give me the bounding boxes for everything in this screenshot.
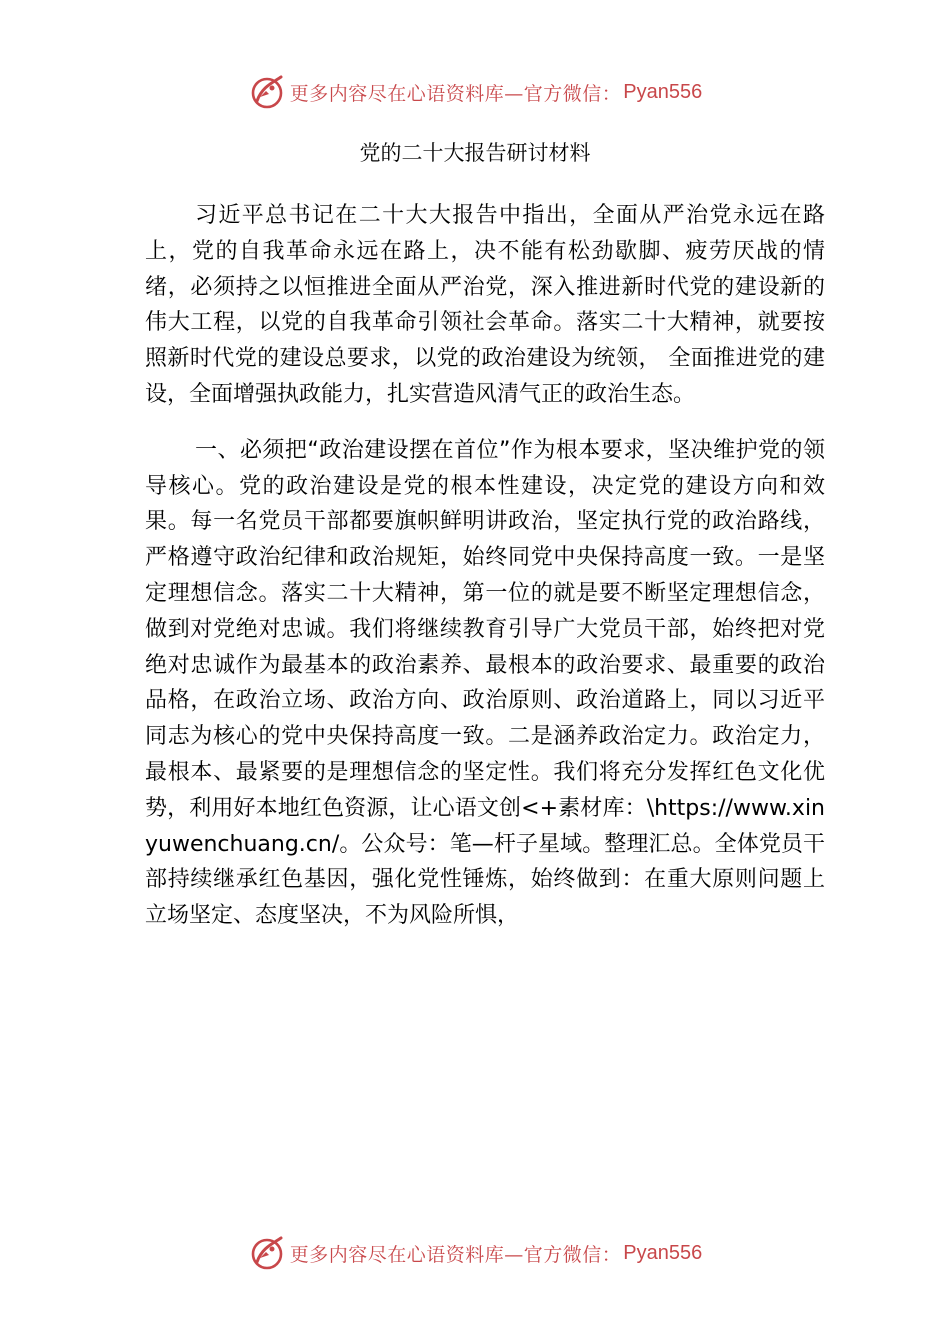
document-body	[145, 198, 825, 934]
paragraph-section-one: 一、必须把“政治建设摆在首位”作为根本要求，坚决维护党的领导核心。党的政治建设是党的根本性建设，决定党的建设方向和效果。每一名党员干部都要旗帜鲜明讲政治，坚定执行党的政治路线，严格遵守政治纪律和政治规矩，始终同党中央保持高度一致。一是坚定理想信念。落实二十大精神，第一位的就是要不断坚定理想信念，做到对党绝对忠诚。我们将继续教育引导广大党员干部，始终把对党绝对忠诚作为最基本的政治素养、最根本的政治要求、最重要的政治品格，在政治立场、政治方向、政治原则、政治道路上，同以习近平同志为核心的党中央保持高度一致。二是涵养政治定力。政治定力，最根本、最紧要的是理想信念的坚定性。我们将充分发挥红色文化优势，利用好本地红色资源，让心语文创<+素材库：\https://www.xinyuwenchuang.cn/。公众号：笔—杆子星域。整理汇总。全体党员干部持续继承红色基因，强化党性锤炼，始终做到：在重大原则问题上立场坚定、态度坚决，不为风险所惧，	[145, 437, 825, 929]
pen-swirl-logo-icon	[248, 73, 286, 111]
document-title: 党的二十大报告研讨材料	[359, 141, 591, 165]
pen-swirl-logo-icon	[248, 1234, 286, 1272]
banner-wechat-id: Pyan556	[623, 1241, 703, 1264]
banner-text: 更多内容尽在心语资料库—官方微信：	[289, 1243, 622, 1266]
footer-banner	[0, 1231, 950, 1275]
banner-wechat-id: Pyan556	[623, 80, 703, 103]
banner-text: 更多内容尽在心语资料库—官方微信：	[289, 82, 622, 105]
paragraph-intro: 习近平总书记在二十大大报告中指出，全面从严治党永远在路上，党的自我革命永远在路上，决不能有松劲歇脚、疲劳厌战的情绪，必须持之以恒推进全面从严治党，深入推进新时代党的建设新的伟大工程，以党的自我革命引领社会革命。落实二十大精神，就要按照新时代党的建设总要求，以党的政治建设为统领， 全面推进党的建设，全面增强执政能力，扎实营造风清气正的政治生态。	[145, 203, 825, 407]
header-banner	[0, 70, 950, 114]
